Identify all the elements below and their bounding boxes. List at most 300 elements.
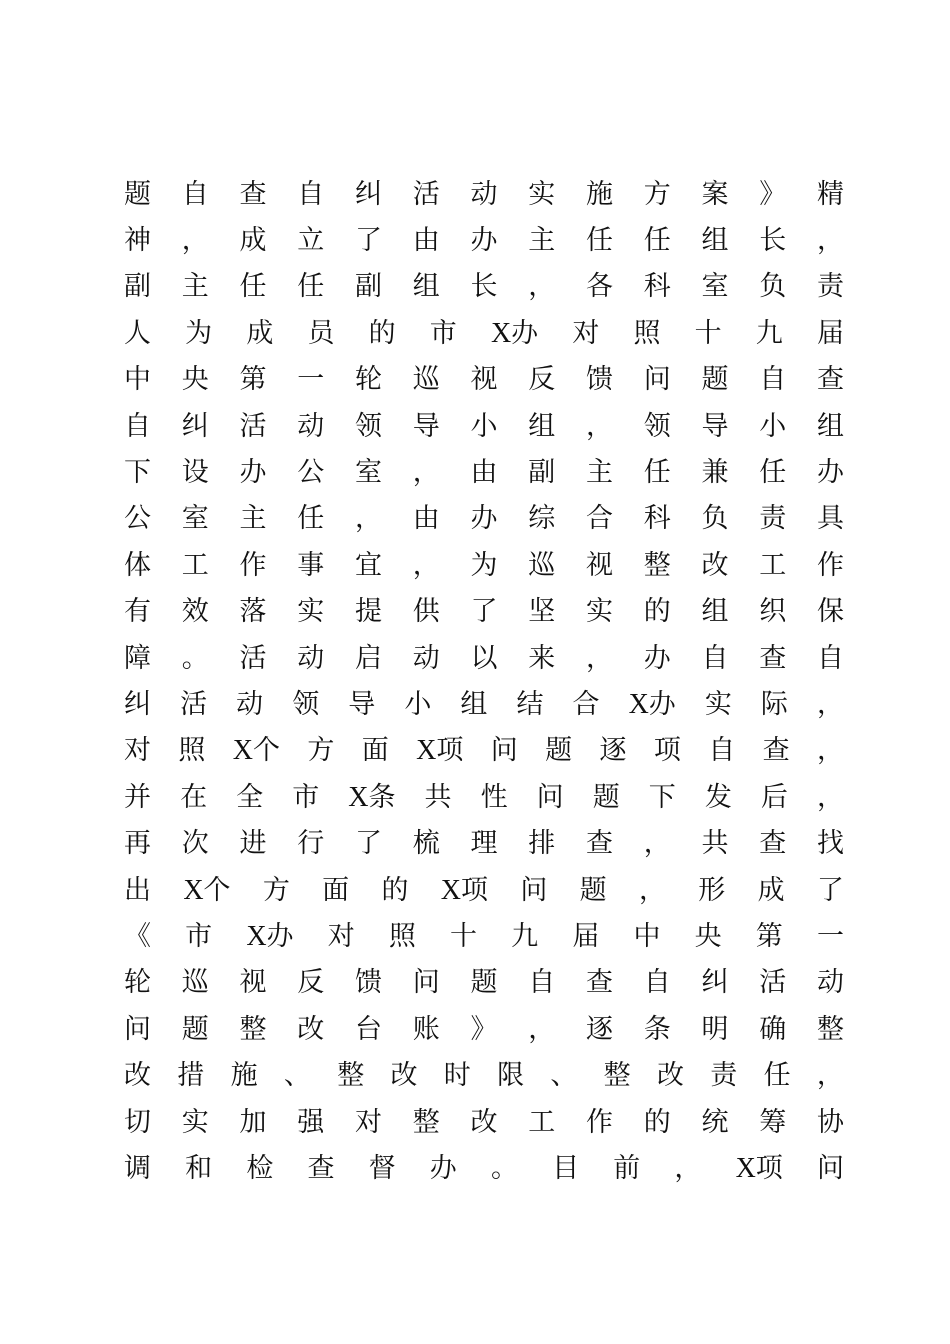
text-char: 负 [701, 503, 729, 535]
text-char: 、 [283, 1060, 311, 1092]
text-char: 案 [701, 178, 729, 210]
text-char: 十 [450, 920, 478, 952]
text-char: 查 [307, 1152, 335, 1184]
text-char: 副 [528, 457, 556, 489]
text-char: 室 [701, 271, 729, 303]
text-char: ， [816, 688, 844, 720]
text-line [124, 632, 844, 678]
text-char: 巡 [528, 549, 556, 581]
text-char: 导 [412, 410, 440, 442]
text-char: 《 [124, 920, 151, 952]
text-char: ， [181, 225, 209, 257]
text-char: 了 [355, 225, 382, 257]
text-char: 题 [124, 178, 151, 210]
text-char: 动 [817, 967, 844, 999]
text-char: 落 [239, 596, 267, 628]
text-char: 责 [710, 1060, 738, 1092]
text-char: 任 [759, 457, 787, 489]
text-char: 届 [572, 920, 600, 952]
text-char: 纠 [124, 688, 151, 720]
text-char: ， [412, 457, 440, 489]
text-char: 自 [181, 178, 209, 210]
text-char: 问 [536, 781, 564, 813]
text-char: 的 [643, 596, 671, 628]
text-char: 宜 [355, 549, 382, 581]
body-text [124, 168, 844, 1189]
text-char: 织 [759, 596, 787, 628]
text-char: 九 [755, 317, 783, 349]
text-char: 工 [528, 1106, 556, 1138]
text-char: 自 [297, 178, 325, 210]
text-char: 来 [528, 642, 556, 674]
text-char: ， [528, 271, 556, 303]
text-char: 查 [759, 828, 787, 860]
text-char: ， [643, 828, 671, 860]
text-char: 办 [239, 457, 267, 489]
text-char: 活 [180, 688, 208, 720]
text-char: 成 [757, 874, 785, 906]
text-char: 逐 [599, 735, 627, 767]
text-char: 整 [412, 1106, 440, 1138]
text-char: 障 [124, 642, 151, 674]
text-char: 逐 [586, 1013, 613, 1045]
text-char: 负 [759, 271, 787, 303]
text-char: X项 [440, 874, 489, 906]
text-char: 九 [511, 920, 539, 952]
text-char: 施 [586, 178, 613, 210]
text-char: 人 [124, 317, 151, 349]
text-char: 办 [470, 225, 498, 257]
text-char: 问 [124, 1013, 151, 1045]
text-char: X项 [416, 735, 464, 767]
text-char: 改 [470, 1106, 498, 1138]
text-char: 性 [480, 781, 508, 813]
text-char: 主 [586, 457, 613, 489]
text-char: 组 [528, 410, 556, 442]
text-char: 加 [239, 1106, 267, 1138]
text-char: 具 [817, 503, 844, 535]
text-char: 动 [297, 410, 325, 442]
text-char: 由 [412, 225, 440, 257]
text-char: ， [638, 874, 666, 906]
text-char: 题 [701, 364, 729, 396]
text-char: 》 [470, 1013, 498, 1045]
text-char: 题 [470, 967, 498, 999]
text-line [124, 864, 844, 910]
text-char: 馈 [586, 364, 613, 396]
text-char: 条 [643, 1013, 671, 1045]
text-char: 题 [181, 1013, 209, 1045]
text-line [124, 817, 844, 863]
text-char: 为 [185, 317, 213, 349]
text-char: 自 [701, 642, 729, 674]
text-char: ， [817, 225, 844, 257]
text-char: 室 [355, 457, 382, 489]
text-char: 任 [763, 1060, 791, 1092]
text-char: 活 [759, 967, 787, 999]
text-char: ， [674, 1152, 702, 1184]
text-char: 》 [759, 178, 787, 210]
text-char: X办 [628, 688, 676, 720]
text-char: 领 [643, 410, 671, 442]
text-char: 小 [404, 688, 432, 720]
text-char: 自 [759, 364, 787, 396]
text-char: 的 [368, 317, 396, 349]
text-char: 活 [239, 410, 267, 442]
text-char: 提 [355, 596, 382, 628]
text-char: 成 [246, 317, 274, 349]
text-char: 坚 [528, 596, 556, 628]
text-char: X办 [490, 317, 539, 349]
text-char: 的 [381, 874, 409, 906]
text-char: 梳 [412, 828, 440, 860]
text-char: 副 [355, 271, 382, 303]
text-char: 次 [181, 828, 209, 860]
text-char: 办 [817, 457, 844, 489]
text-char: 巡 [412, 364, 440, 396]
text-char: 任 [297, 503, 325, 535]
text-char: 限 [497, 1060, 525, 1092]
text-char: 台 [355, 1013, 382, 1045]
text-char: 纠 [701, 967, 729, 999]
text-char: 措 [177, 1060, 205, 1092]
text-char: 工 [181, 549, 209, 581]
text-char: 查 [586, 828, 613, 860]
text-char: 问 [490, 735, 518, 767]
text-char: 面 [361, 735, 389, 767]
text-char: 体 [124, 549, 151, 581]
text-char: 主 [528, 225, 556, 257]
text-char: ， [412, 549, 440, 581]
text-char: 题 [579, 874, 607, 906]
text-line [124, 957, 844, 1003]
text-char: 对 [124, 735, 151, 767]
text-char: 查 [762, 735, 790, 767]
text-char: 实 [704, 688, 732, 720]
text-char: 一 [297, 364, 325, 396]
text-char: 整 [603, 1060, 631, 1092]
text-char: 。 [181, 642, 209, 674]
text-line [124, 539, 844, 585]
text-char: 启 [355, 642, 382, 674]
text-char: 小 [470, 410, 498, 442]
text-char: X个 [183, 874, 231, 906]
text-char: 切 [124, 1106, 151, 1138]
text-char: 督 [368, 1152, 396, 1184]
text-line [124, 910, 844, 956]
text-char: 对 [355, 1106, 382, 1138]
text-char: 共 [701, 828, 729, 860]
text-char: 作 [586, 1106, 613, 1138]
text-char: 办 [470, 503, 498, 535]
text-char: 了 [355, 828, 382, 860]
text-char: 、 [550, 1060, 578, 1092]
text-char: 筹 [759, 1106, 787, 1138]
text-line [124, 214, 844, 260]
text-char: 并 [124, 781, 151, 813]
text-char: 由 [470, 457, 498, 489]
text-char: 自 [124, 410, 151, 442]
text-char: 轮 [355, 364, 382, 396]
text-char: 以 [470, 642, 498, 674]
text-char: X办 [246, 920, 294, 952]
text-char: 。 [490, 1152, 518, 1184]
text-char: 查 [586, 967, 613, 999]
text-char: 查 [817, 364, 844, 396]
text-char: 际 [760, 688, 788, 720]
text-char: 动 [297, 642, 325, 674]
text-char: 再 [124, 828, 151, 860]
text-char: 整 [643, 549, 671, 581]
text-char: 照 [388, 920, 416, 952]
text-char: 行 [297, 828, 325, 860]
text-char: 中 [633, 920, 661, 952]
text-line [124, 1096, 844, 1142]
text-char: 科 [643, 271, 671, 303]
text-char: 结 [516, 688, 544, 720]
text-char: 组 [701, 596, 729, 628]
text-char: 了 [470, 596, 498, 628]
text-char: 主 [239, 503, 267, 535]
text-char: 有 [124, 596, 151, 628]
text-char: 工 [759, 549, 787, 581]
text-char: 责 [817, 271, 844, 303]
text-char: 查 [239, 178, 267, 210]
text-char: 题 [592, 781, 620, 813]
text-char: 室 [181, 503, 209, 535]
text-char: 照 [178, 735, 206, 767]
text-char: 改 [701, 549, 729, 581]
text-char: 面 [322, 874, 350, 906]
text-char: 问 [412, 967, 440, 999]
text-char: 活 [412, 178, 440, 210]
text-char: 问 [816, 1152, 844, 1184]
text-char: 查 [759, 642, 787, 674]
text-char: 第 [239, 364, 267, 396]
text-char: 出 [124, 874, 151, 906]
text-char: 对 [327, 920, 355, 952]
text-char: 下 [124, 457, 151, 489]
text-char: 任 [297, 271, 325, 303]
text-char: 问 [643, 364, 671, 396]
text-char: 活 [239, 642, 267, 674]
text-char: 进 [239, 828, 267, 860]
text-char: 领 [292, 688, 320, 720]
text-char: 任 [643, 225, 671, 257]
text-char: 办 [429, 1152, 457, 1184]
text-char: 央 [181, 364, 209, 396]
text-line [124, 307, 844, 353]
text-char: 后 [760, 781, 788, 813]
text-char: ， [586, 642, 613, 674]
text-char: 发 [704, 781, 732, 813]
text-char: 公 [297, 457, 325, 489]
text-char: 任 [643, 457, 671, 489]
text-char: 保 [817, 596, 844, 628]
text-char: 和 [185, 1152, 213, 1184]
text-char: ， [528, 1013, 556, 1045]
text-char: 时 [443, 1060, 471, 1092]
text-line [124, 446, 844, 492]
text-line [124, 493, 844, 539]
text-char: 对 [572, 317, 600, 349]
text-char: 为 [470, 549, 498, 581]
text-char: 员 [307, 317, 335, 349]
text-char: 市 [185, 920, 213, 952]
text-char: 动 [236, 688, 264, 720]
text-char: 的 [643, 1106, 671, 1138]
text-line [124, 1049, 844, 1095]
text-char: 目 [552, 1152, 580, 1184]
text-line [124, 261, 844, 307]
text-char: 纠 [355, 178, 382, 210]
text-char: 合 [572, 688, 600, 720]
text-char: 视 [470, 364, 498, 396]
text-char: 了 [816, 874, 844, 906]
text-char: 办 [643, 642, 671, 674]
text-char: 组 [412, 271, 440, 303]
text-char: 领 [355, 410, 382, 442]
text-char: 副 [124, 271, 151, 303]
text-char: 轮 [124, 967, 151, 999]
text-char: 整 [239, 1013, 267, 1045]
text-char: 成 [239, 225, 267, 257]
text-char: ， [816, 735, 844, 767]
text-char: 方 [643, 178, 671, 210]
text-char: 巡 [181, 967, 209, 999]
text-char: 共 [424, 781, 452, 813]
text-char: 纠 [181, 410, 209, 442]
text-char: X条 [348, 781, 396, 813]
text-char: 施 [230, 1060, 258, 1092]
text-char: 科 [643, 503, 671, 535]
text-char: 视 [239, 967, 267, 999]
text-char: ， [355, 503, 382, 535]
text-char: 长 [759, 225, 787, 257]
text-char: 改 [390, 1060, 418, 1092]
text-char: 合 [586, 503, 613, 535]
text-char: 方 [307, 735, 335, 767]
text-char: 市 [292, 781, 320, 813]
text-char: 检 [246, 1152, 274, 1184]
text-char: 中 [124, 364, 151, 396]
text-char: 视 [586, 549, 613, 581]
text-char: 任 [239, 271, 267, 303]
text-char: 市 [429, 317, 457, 349]
text-char: 问 [520, 874, 548, 906]
text-char: 导 [348, 688, 376, 720]
text-char: 事 [297, 549, 325, 581]
text-char: 自 [708, 735, 736, 767]
text-char: ， [816, 1060, 844, 1092]
text-char: 调 [124, 1152, 151, 1184]
text-char: 下 [648, 781, 676, 813]
text-char: ， [816, 781, 844, 813]
text-char: 自 [643, 967, 671, 999]
text-char: 确 [759, 1013, 787, 1045]
text-char: 项 [653, 735, 681, 767]
text-line [124, 1003, 844, 1049]
text-char: 自 [817, 642, 844, 674]
text-char: 账 [412, 1013, 440, 1045]
text-line [124, 1142, 844, 1188]
text-char: 改 [656, 1060, 684, 1092]
text-char: X项 [735, 1152, 783, 1184]
text-char: 第 [755, 920, 783, 952]
text-char: 整 [337, 1060, 365, 1092]
text-char: 排 [528, 828, 556, 860]
text-char: 兼 [701, 457, 729, 489]
text-char: 改 [124, 1060, 151, 1092]
text-char: 一 [816, 920, 844, 952]
text-char: 神 [124, 225, 151, 257]
text-char: 届 [816, 317, 844, 349]
text-char: 责 [759, 503, 787, 535]
text-char: 组 [460, 688, 488, 720]
text-line [124, 168, 844, 214]
text-char: 实 [297, 596, 325, 628]
text-char: 强 [297, 1106, 325, 1138]
text-char: 改 [297, 1013, 325, 1045]
text-char: 供 [412, 596, 440, 628]
text-char: 精 [817, 178, 844, 210]
text-char: 由 [412, 503, 440, 535]
text-line [124, 771, 844, 817]
text-line [124, 725, 844, 771]
text-char: 照 [633, 317, 661, 349]
text-char: 各 [586, 271, 613, 303]
text-char: 理 [470, 828, 498, 860]
text-char: 题 [545, 735, 573, 767]
text-char: 明 [701, 1013, 729, 1045]
text-char: 实 [528, 178, 556, 210]
text-char: 小 [759, 410, 787, 442]
text-char: 组 [817, 410, 844, 442]
text-char: 组 [701, 225, 729, 257]
text-char: 综 [528, 503, 556, 535]
text-char: 整 [817, 1013, 844, 1045]
text-char: 找 [817, 828, 844, 860]
text-char: ， [586, 410, 613, 442]
text-char: 实 [181, 1106, 209, 1138]
text-line [124, 678, 844, 724]
text-line [124, 586, 844, 632]
text-char: 前 [613, 1152, 641, 1184]
text-char: 长 [470, 271, 498, 303]
text-char: 在 [180, 781, 208, 813]
text-char: 反 [528, 364, 556, 396]
text-char: 央 [694, 920, 722, 952]
text-char: 动 [412, 642, 440, 674]
text-char: 统 [701, 1106, 729, 1138]
text-char: 公 [124, 503, 151, 535]
text-char: 作 [817, 549, 844, 581]
text-char: 导 [701, 410, 729, 442]
text-char: 馈 [355, 967, 382, 999]
text-char: 立 [297, 225, 325, 257]
text-char: 反 [297, 967, 325, 999]
text-char: 实 [586, 596, 613, 628]
text-char: 任 [586, 225, 613, 257]
text-line [124, 400, 844, 446]
text-char: 十 [694, 317, 722, 349]
text-char: 形 [698, 874, 726, 906]
text-line [124, 354, 844, 400]
text-char: 方 [262, 874, 290, 906]
text-char: 自 [528, 967, 556, 999]
text-char: 动 [470, 178, 498, 210]
text-char: 效 [181, 596, 209, 628]
